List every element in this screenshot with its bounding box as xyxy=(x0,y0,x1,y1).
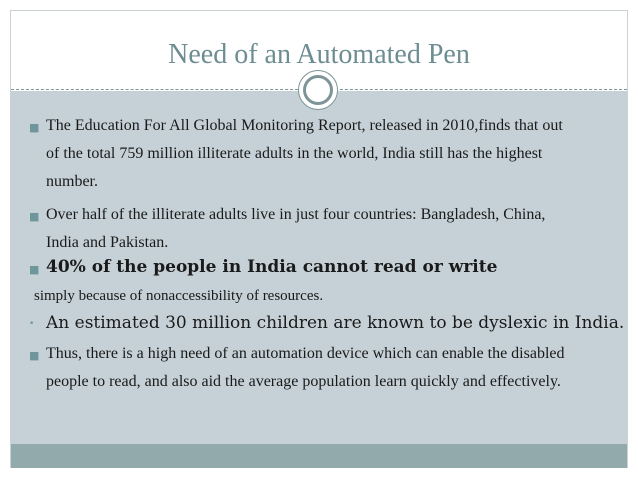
bullet-3-line-1: 40% of the people in India cannot read or write xyxy=(46,257,498,277)
bullet-1-line-1: The Education For All Global Monitoring Report, released in 2010,finds that out xyxy=(46,117,563,134)
slide-title: Need of an Automated Pen xyxy=(168,39,470,70)
bullet-2-line-1: Over half of the illiterate adults live in just four countries: Bangladesh, China, xyxy=(46,206,546,223)
bullet-1-line-3: number. xyxy=(46,173,98,190)
bullet-2-line-2: India and Pakistan. xyxy=(46,234,169,251)
bullet-6-line-1: Thus, there is a high need of an automation device which can enable the disabled xyxy=(46,345,565,362)
bullet-square-icon: ■ xyxy=(29,210,40,223)
bullet-6-line-2: people to read, and also aid the average population learn quickly and effectively. xyxy=(46,373,561,390)
bullet-square-icon: ■ xyxy=(29,263,40,276)
bullet-5-line-1: An estimated 30 million children are known to be dyslexic in India. xyxy=(46,313,625,333)
bullet-square-icon: ■ xyxy=(29,121,40,134)
bullet-4-line-1: simply because of nonaccessibility of resources. xyxy=(34,288,324,304)
bullet-square-icon: ■ xyxy=(29,349,40,362)
bullet-dot-icon: • xyxy=(29,319,35,329)
bullet-1-line-2: of the total 759 million illiterate adults in the world, India still has the highest xyxy=(46,145,543,162)
